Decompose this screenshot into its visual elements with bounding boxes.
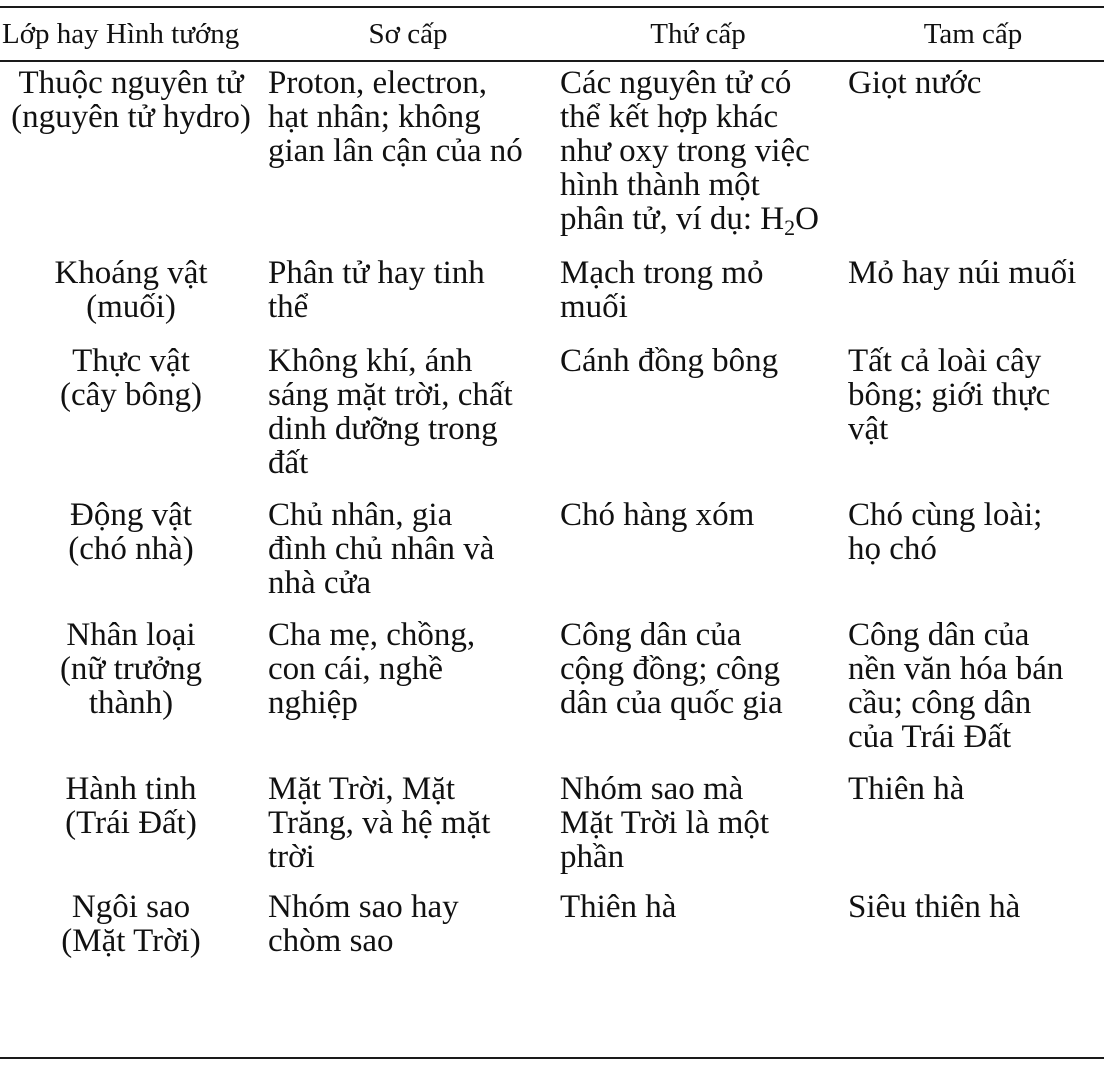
cell-line bbox=[268, 412, 554, 446]
cell-line bbox=[560, 618, 842, 652]
header-class: Lớp hay Hình tướng bbox=[2, 17, 240, 50]
cell-text: hình thành một bbox=[560, 167, 760, 203]
secondary-cell bbox=[554, 754, 842, 874]
cell-line bbox=[560, 344, 842, 378]
cell-text: Trăng, và hệ mặt bbox=[268, 805, 491, 841]
secondary-cell bbox=[554, 480, 842, 600]
cell-text: Công dân của bbox=[848, 617, 1030, 653]
header-tertiary: Tam cấp bbox=[923, 17, 1023, 50]
cell-text-tail: O bbox=[795, 201, 819, 237]
table-row bbox=[0, 480, 1104, 600]
table-body bbox=[0, 60, 1104, 958]
class-cell bbox=[0, 600, 262, 754]
cell-line bbox=[0, 344, 262, 378]
cell-line bbox=[268, 652, 554, 686]
cell-line bbox=[268, 100, 554, 134]
cell-text: Nhóm sao mà bbox=[560, 771, 744, 807]
cell-text: của Trái Đất bbox=[848, 719, 1012, 755]
header-primary: Sơ cấp bbox=[368, 17, 448, 50]
cell-line bbox=[268, 566, 554, 600]
cell-text: phân tử, ví dụ: H bbox=[560, 201, 785, 237]
class-cell bbox=[0, 324, 262, 480]
class-cell bbox=[0, 236, 262, 324]
cell-text: Các nguyên tử có bbox=[560, 65, 792, 101]
cell-line bbox=[848, 378, 1104, 412]
cell-text: Thuộc nguyên tử bbox=[18, 65, 244, 101]
cell-text: đình chủ nhân và bbox=[268, 531, 495, 567]
cell-line bbox=[560, 890, 842, 924]
cell-line bbox=[0, 924, 262, 958]
cell-line bbox=[848, 686, 1104, 720]
cell-line bbox=[560, 100, 842, 134]
cell-text: Động vật bbox=[70, 497, 192, 533]
cell-line bbox=[268, 256, 554, 290]
cell-text: nhà cửa bbox=[268, 565, 372, 601]
class-cell bbox=[0, 754, 262, 874]
cell-line bbox=[560, 806, 842, 840]
cell-text: gian lân cận của nó bbox=[268, 133, 523, 169]
primary-cell bbox=[262, 60, 554, 236]
cell-line bbox=[268, 686, 554, 720]
cell-line bbox=[268, 344, 554, 378]
cell-text: Tất cả loài cây bbox=[848, 343, 1042, 379]
table-row bbox=[0, 600, 1104, 754]
subscript: 2 bbox=[784, 215, 796, 240]
primary-cell bbox=[262, 754, 554, 874]
cell-line bbox=[560, 686, 842, 720]
cell-text: (nữ trưởng bbox=[59, 651, 203, 687]
cell-line bbox=[848, 720, 1104, 754]
table-row bbox=[0, 236, 1104, 324]
hierarchy-table bbox=[0, 8, 1104, 958]
cell-text: thành) bbox=[88, 685, 174, 721]
cell-line bbox=[560, 256, 842, 290]
cell-text: Công dân của bbox=[560, 617, 742, 653]
class-cell bbox=[0, 874, 262, 958]
cell-text: phần bbox=[560, 839, 625, 875]
cell-line bbox=[268, 446, 554, 480]
cell-text: thể bbox=[268, 289, 309, 325]
cell-line bbox=[0, 532, 262, 566]
cell-text: sáng mặt trời, chất bbox=[268, 377, 513, 413]
cell-line bbox=[0, 378, 262, 412]
cell-line bbox=[0, 256, 262, 290]
primary-cell bbox=[262, 480, 554, 600]
cell-text: Proton, electron, bbox=[268, 65, 488, 101]
cell-line bbox=[848, 772, 1104, 806]
tertiary-cell bbox=[842, 480, 1104, 600]
cell-line bbox=[268, 134, 554, 168]
cell-line bbox=[848, 412, 1104, 446]
cell-text: Mạch trong mỏ bbox=[560, 255, 764, 291]
cell-text: Phân tử hay tinh bbox=[268, 255, 485, 291]
cell-text: trời bbox=[268, 839, 315, 875]
cell-text: (cây bông) bbox=[59, 377, 203, 413]
cell-text: chòm sao bbox=[268, 923, 394, 959]
cell-line bbox=[848, 890, 1104, 924]
cell-line bbox=[560, 840, 842, 874]
cell-text: dinh dưỡng trong bbox=[268, 411, 498, 447]
cell-line bbox=[0, 66, 262, 100]
class-cell bbox=[0, 480, 262, 600]
cell-line bbox=[0, 618, 262, 652]
primary-cell bbox=[262, 874, 554, 958]
class-cell bbox=[0, 60, 262, 236]
table-row bbox=[0, 754, 1104, 874]
table-row bbox=[0, 874, 1104, 958]
secondary-cell bbox=[554, 874, 842, 958]
secondary-cell bbox=[554, 324, 842, 480]
cell-text: Thiên hà bbox=[848, 771, 965, 807]
primary-cell bbox=[262, 324, 554, 480]
cell-text: Nhóm sao hay bbox=[268, 889, 459, 925]
cell-text: Thiên hà bbox=[560, 889, 677, 925]
cell-line bbox=[268, 890, 554, 924]
cell-text: như oxy trong việc bbox=[560, 133, 810, 169]
cell-text: Giọt nước bbox=[848, 65, 982, 101]
table-row bbox=[0, 60, 1104, 236]
secondary-cell bbox=[554, 60, 842, 240]
cell-line bbox=[848, 256, 1104, 290]
cell-line bbox=[848, 498, 1104, 532]
cell-text: (Trái Đất) bbox=[65, 805, 197, 841]
cell-text: Mặt Trời, Mặt bbox=[268, 771, 456, 807]
cell-text: Chủ nhân, gia bbox=[268, 497, 453, 533]
cell-text: Mặt Trời là một bbox=[560, 805, 770, 841]
cell-line bbox=[268, 378, 554, 412]
cell-line bbox=[848, 618, 1104, 652]
cell-line bbox=[268, 840, 554, 874]
table-header bbox=[0, 8, 1104, 60]
cell-text: họ chó bbox=[848, 531, 937, 567]
secondary-cell bbox=[554, 600, 842, 754]
cell-text: con cái, nghề bbox=[268, 651, 444, 687]
cell-text: (chó nhà) bbox=[68, 531, 194, 567]
cell-line bbox=[268, 66, 554, 100]
cell-text: Cha mẹ, chồng, bbox=[268, 617, 476, 653]
tertiary-cell bbox=[842, 324, 1104, 480]
cell-text: Ngôi sao bbox=[71, 889, 191, 925]
cell-line bbox=[0, 290, 262, 324]
cell-line bbox=[848, 344, 1104, 378]
cell-text: muối bbox=[560, 289, 628, 325]
cell-line bbox=[560, 134, 842, 168]
tertiary-cell bbox=[842, 60, 1104, 236]
cell-line bbox=[268, 498, 554, 532]
primary-cell bbox=[262, 600, 554, 754]
cell-text: (Mặt Trời) bbox=[61, 923, 201, 959]
cell-text: Nhân loại bbox=[66, 617, 196, 653]
cell-line bbox=[560, 290, 842, 324]
cell-text: hạt nhân; không bbox=[268, 99, 481, 135]
primary-cell bbox=[262, 236, 554, 324]
cell-line bbox=[560, 168, 842, 202]
cell-line bbox=[268, 924, 554, 958]
cell-text: bông; giới thực bbox=[848, 377, 1051, 413]
cell-text: vật bbox=[848, 411, 889, 447]
cell-text: Khoáng vật bbox=[54, 255, 208, 291]
cell-text: dân của quốc gia bbox=[560, 685, 783, 721]
tertiary-cell bbox=[842, 236, 1104, 324]
cell-text: thể kết hợp khác bbox=[560, 99, 779, 135]
cell-line bbox=[0, 686, 262, 720]
cell-line bbox=[848, 652, 1104, 686]
cell-line bbox=[0, 806, 262, 840]
table-row bbox=[0, 324, 1104, 480]
cell-text: (muối) bbox=[86, 289, 176, 325]
cell-line bbox=[0, 772, 262, 806]
tertiary-cell bbox=[842, 874, 1104, 958]
secondary-cell bbox=[554, 236, 842, 324]
cell-text: Siêu thiên hà bbox=[848, 889, 1021, 925]
cell-line bbox=[268, 532, 554, 566]
cell-line bbox=[848, 66, 1104, 100]
cell-line bbox=[560, 201, 842, 240]
cell-line bbox=[268, 290, 554, 324]
header-secondary: Thứ cấp bbox=[650, 17, 746, 50]
cell-line bbox=[268, 806, 554, 840]
cell-text: Hành tinh bbox=[65, 771, 197, 807]
cell-line bbox=[560, 652, 842, 686]
cell-line bbox=[848, 532, 1104, 566]
cell-text: cộng đồng; công bbox=[560, 651, 780, 687]
cell-text: nền văn hóa bán bbox=[848, 651, 1064, 687]
cell-text: (nguyên tử hydro) bbox=[11, 99, 251, 135]
cell-line bbox=[268, 618, 554, 652]
cell-line bbox=[560, 772, 842, 806]
cell-line bbox=[0, 652, 262, 686]
cell-line bbox=[0, 498, 262, 532]
bottom-rule bbox=[0, 1057, 1104, 1059]
cell-text: Thực vật bbox=[72, 343, 190, 379]
cell-text: cầu; công dân bbox=[848, 685, 1032, 721]
cell-line bbox=[0, 890, 262, 924]
cell-line bbox=[0, 100, 262, 134]
cell-line bbox=[268, 772, 554, 806]
cell-text: Chó cùng loài; bbox=[848, 497, 1043, 533]
cell-line bbox=[560, 498, 842, 532]
cell-text: Mỏ hay núi muối bbox=[848, 255, 1077, 291]
tertiary-cell bbox=[842, 600, 1104, 754]
cell-text: Chó hàng xóm bbox=[560, 497, 755, 533]
tertiary-cell bbox=[842, 754, 1104, 874]
cell-line bbox=[560, 66, 842, 100]
cell-text: đất bbox=[268, 445, 309, 481]
cell-text: nghiệp bbox=[268, 685, 358, 721]
cell-text: Cánh đồng bông bbox=[560, 343, 779, 379]
cell-text: Không khí, ánh bbox=[268, 343, 473, 379]
